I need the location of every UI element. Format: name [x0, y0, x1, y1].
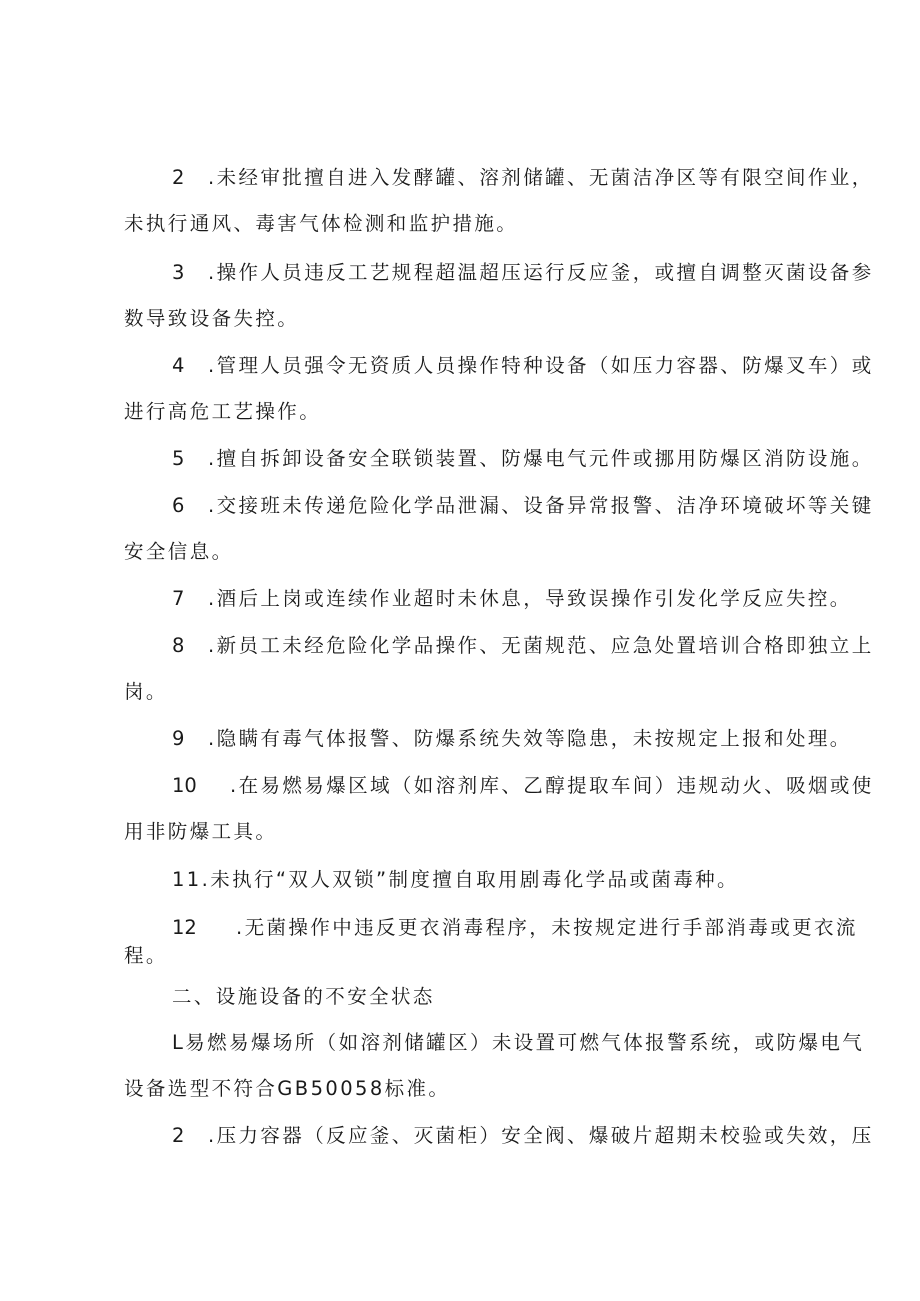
item-text: 未执行“双人双锁”制度擅自取用剧毒化学品或菌毒种。: [210, 868, 739, 891]
item-text: 操作人员违反工艺规程超温超压运行反应釜，或擅自调整灭菌设备参: [216, 261, 874, 284]
list-item: 7 .酒后上岗或连续作业超时未休息，导致误操作引发化学反应失控。: [124, 576, 814, 622]
section-heading: 二、设施设备的不安全状态: [172, 985, 435, 1008]
item-number: 9: [172, 727, 185, 750]
item-text: 管理人员强令无资质人员操作特种设备（如压力容器、防爆叉车）或: [216, 354, 874, 377]
item-text: 用非防爆工具。: [124, 820, 278, 843]
item-text: 在易燃易爆区域（如溶剂库、乙醇提取车间）违规动火、吸烟或使: [238, 774, 874, 797]
list-item: 2 .未经审批擅自进入发酵罐、溶剂储罐、无菌洁净区等有限空间作业， 未执行通风、毒害气体检测和监护措施。: [124, 155, 814, 247]
item-text: 酒后上岗或连续作业超时未休息，导致误操作引发化学反应失控。: [216, 587, 852, 610]
item-number: 2: [172, 166, 185, 189]
item-number: 11.: [172, 868, 211, 891]
list-item: 5 .擅自拆卸设备安全联锁装置、防爆电气元件或挪用防爆区消防设施。: [124, 436, 814, 482]
item-text: 进行高危工艺操作。: [124, 400, 322, 423]
item-text: 压力容器（反应釜、灭菌柜）安全阀、爆破片超期未校验或失效，压: [216, 1124, 874, 1147]
item-text: 无菌操作中违反更衣消毒程序，未按规定进行手部消毒或更衣流: [244, 916, 858, 939]
item-text: 设备选型不符合GB50058标准。: [124, 1077, 451, 1100]
item-text: 交接班未传递危险化学品泄漏、设备异常报警、洁净环境破坏等关键: [216, 494, 874, 517]
item-number: 8: [172, 634, 185, 657]
list-item: 9 .隐瞒有毒气体报警、防爆系统失效等隐患，未按规定上报和处理。: [124, 716, 814, 762]
item-text: 未执行通风、毒害气体检测和监护措施。: [124, 212, 519, 235]
item-number: 5: [172, 447, 185, 470]
list-item: 8 .新员工未经危险化学品操作、无菌规范、应急处置培训合格即独立上 岗。: [124, 623, 814, 715]
item-text: 新员工未经危险化学品操作、无菌规范、应急处置培训合格即独立上: [216, 634, 874, 657]
item-number: 6: [172, 494, 185, 517]
item-text: 擅自拆卸设备安全联锁装置、防爆电气元件或挪用防爆区消防设施。: [216, 447, 874, 470]
list-item: 3 .操作人员违反工艺规程超温超压运行反应釜，或擅自调整灭菌设备参 数导致设备失控。: [124, 250, 814, 342]
list-item: 4 .管理人员强令无资质人员操作特种设备（如压力容器、防爆叉车）或 进行高危工艺操作。: [124, 343, 814, 435]
list-item: [124, 1020, 865, 1112]
item-text: 安全信息。: [124, 540, 234, 563]
list-item: 10 .在易燃易爆区域（如溶剂库、乙醇提取车间）违规动火、吸烟或使 用非防爆工具。: [124, 763, 814, 855]
item-text: 数导致设备失控。: [124, 307, 300, 330]
item-number: 7: [172, 587, 185, 610]
list-item: 6 .交接班未传递危险化学品泄漏、设备异常报警、洁净环境破坏等关键 安全信息。: [124, 483, 814, 575]
item-text: 隐瞒有毒气体报警、防爆系统失效等隐患，未按规定上报和处理。: [216, 727, 852, 750]
item-text: L易燃易爆场所（如溶剂储罐区）未设置可燃气体报警系统，或防爆电气: [172, 1031, 865, 1054]
list-item: [124, 857, 814, 903]
list-item: 2 .压力容器（反应釜、灭菌柜）安全阀、爆破片超期未校验或失效，压: [124, 1113, 814, 1159]
list-item: 12 .无菌操作中违反更衣消毒程序，未按规定进行手部消毒或更衣流 程。: [124, 914, 814, 970]
item-number: 10: [172, 774, 197, 797]
item-number: 4: [172, 354, 185, 377]
item-number: 12: [172, 916, 197, 939]
item-text: 程。: [124, 944, 168, 967]
item-number: 2: [172, 1124, 185, 1147]
item-text: 岗。: [124, 680, 168, 703]
item-text: 未经审批擅自进入发酵罐、溶剂储罐、无菌洁净区等有限空间作业，: [216, 166, 874, 189]
item-number: 3: [172, 261, 185, 284]
